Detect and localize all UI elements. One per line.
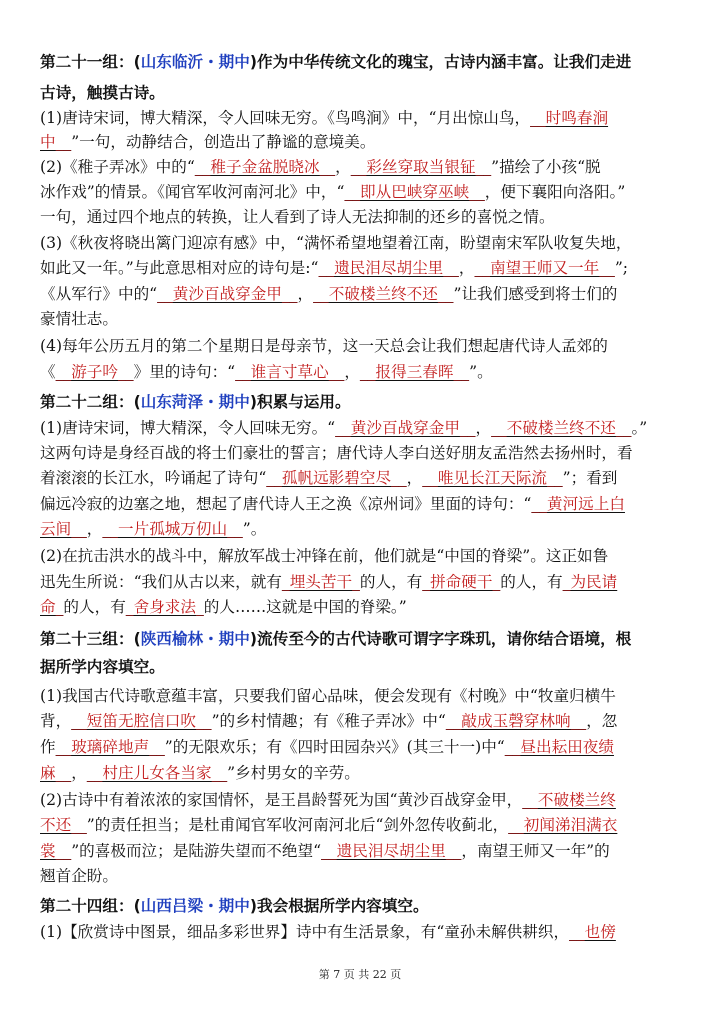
g21-q3-line3: 《从军行》中的“__黄沙百战穿金甲__，__不破楼兰终不还__”让我们感受到将士们的 bbox=[40, 285, 618, 303]
answer: __玻璃碎地声__ bbox=[55, 738, 165, 756]
g21-q4-line2: 《__游子吟__》里的诗句：“__谁言寸草心__，__报得三春晖__”。 bbox=[40, 363, 493, 381]
answer: __报得三春晖__ bbox=[359, 363, 470, 381]
answer: __遗民泪尽胡尘里__ bbox=[318, 259, 459, 277]
g23-q2-line4: 翘首企盼。 bbox=[40, 867, 118, 885]
answer: __黄河远上白 bbox=[531, 495, 625, 513]
answer: __孤帆远影碧空尽__ bbox=[266, 469, 407, 487]
answer: __稚子金盆脱晓冰__ bbox=[194, 158, 336, 176]
answer: __黄沙百战穿金甲__ bbox=[335, 419, 476, 437]
answer: 中__ bbox=[40, 133, 72, 151]
answer: __也傍 bbox=[569, 923, 616, 941]
g21-q2-line2: 冰作戏”的情景。《闻官军收河南河北》中，“__即从巴峡穿巫峡__，便下襄阳向洛阳。” bbox=[40, 183, 626, 201]
g23-q2-line1: (2)古诗中有着浓浓的家国情怀，是王昌龄誓死为国“黄沙百战穿金甲，__不破楼兰终 bbox=[40, 791, 616, 809]
g22-q1-line5: 云间__，__一片孤城万仞山__”。 bbox=[40, 520, 267, 538]
g22-q2-line2: 迅先生所说：“我们从古以来，就有_埋头苦干_的人，有_拼命硬干_的人，有_为民请 bbox=[40, 573, 618, 591]
answer: __初闻涕泪满衣 bbox=[508, 816, 618, 834]
answer: __遗民泪尽胡尘里__ bbox=[321, 842, 462, 860]
g22-q1-line2: 这两句诗是身经百战的将士们豪壮的誓言；唐代诗人李白送好朋友孟浩然去扬州时，看 bbox=[40, 444, 633, 462]
g21-q3-line1: (3)《秋夜将晓出篱门迎凉有感》中，“满怀希望地望着江南，盼望南宋军队收复失地， bbox=[40, 234, 632, 252]
g23-q1-line2: 背，__短笛无腔信口吹__”的乡村情趣；有《稚子弄冰》中“__敲成玉磬穿林响__，忽 bbox=[40, 712, 618, 730]
answer: 麻__ bbox=[40, 764, 72, 782]
g22-q1-line1: (1)唐诗宋词，博大精深，令人回味无穷。“__黄沙百战穿金甲__，__不破楼兰终不还__。” bbox=[40, 419, 648, 437]
answer: _舍身求法_ bbox=[125, 598, 204, 616]
page-footer: 第 7 页 共 22 页 bbox=[318, 968, 402, 981]
answer: __不破楼兰终不还__ bbox=[491, 419, 632, 437]
group-23-heading-cont: 据所学内容填空。 bbox=[40, 658, 165, 676]
answer: __不破楼兰终不还__ bbox=[313, 285, 454, 303]
g23-q2-line2: 不还__”的责任担当；是杜甫闻官军收河南河北后“剑外忽传收蓟北，__初闻涕泪满衣 bbox=[40, 816, 618, 834]
answer: __短笛无腔信口吹__ bbox=[71, 712, 212, 730]
g21-q2-line3: 一句，通过四个地点的转换，让人看到了诗人无法抑制的还乡的喜悦之情。 bbox=[40, 208, 555, 226]
group-22-heading: 第二十二组：(山东菏泽・期中)积累与运用。 bbox=[40, 393, 351, 411]
group-22-source: 山东菏泽・期中 bbox=[140, 393, 250, 411]
g22-q2-line1: (2)在抗击洪水的战斗中，解放军战士冲锋在前，他们就是“中国的脊梁”。这正如鲁 bbox=[40, 547, 609, 565]
answer: 云间__ bbox=[40, 520, 87, 538]
g21-q2-line1: (2)《稚子弄冰》中的“__稚子金盆脱晓冰__，__彩丝穿取当银钲__”描绘了小孩“脱 bbox=[40, 158, 601, 176]
g21-q1-line2: 中__”一句，动静结合，创造出了静谧的意境美。 bbox=[40, 133, 376, 151]
answer: __游子吟__ bbox=[55, 363, 134, 381]
answer: __昼出耘田夜绩 bbox=[504, 738, 614, 756]
g22-q1-line4: 偏远冷寂的边塞之地，想起了唐代诗人王之涣《凉州词》里面的诗句：“__黄河远上白 bbox=[40, 495, 625, 513]
g21-q3-line4: 豪情壮志。 bbox=[40, 310, 118, 328]
answer: _拼命硬干_ bbox=[422, 573, 501, 591]
answer: __彩丝穿取当银钲__ bbox=[350, 158, 492, 176]
answer: __谁言寸草心__ bbox=[235, 363, 345, 381]
group-23-heading: 第二十三组：(陕西榆林・期中)流传至今的古代诗歌可谓字字珠玑，请你结合语境，根 bbox=[40, 630, 632, 648]
g22-q1-line3: 着滚滚的长江水，吟诵起了诗句“__孤帆远影碧空尽__，__唯见长江天际流__”；看到 bbox=[40, 469, 618, 487]
group-24-heading: 第二十四组：(山西吕梁・期中)我会根据所学内容填空。 bbox=[40, 897, 429, 915]
answer: __一片孤城万仞山__ bbox=[102, 520, 243, 538]
answer: _埋头苦干_ bbox=[281, 573, 360, 591]
group-24-source: 山西吕梁・期中 bbox=[140, 897, 250, 915]
answer: 不还__ bbox=[40, 816, 87, 834]
g21-q3-line2: 如此又一年。”与此意思相对应的诗句是:“__遗民泪尽胡尘里__，__南望王师又一年__”; bbox=[40, 259, 629, 277]
g23-q2-line3: 裳__”的喜极而泣；是陆游失望而不绝望“__遗民泪尽胡尘里__，南望王师又一年”的 bbox=[40, 842, 610, 860]
g23-q1-line3: 作__玻璃碎地声__”的无限欢乐；有《四时田园杂兴》(其三十一)中“__昼出耘田夜绩 bbox=[40, 738, 614, 756]
answer: __时鸣春涧 bbox=[530, 109, 609, 127]
g23-q1-line1: (1)我国古代诗歌意蕴丰富，只要我们留心品味，便会发现有《村晚》中“牧童归横牛 bbox=[40, 687, 616, 705]
answer: __唯见长江天际流__ bbox=[422, 469, 563, 487]
group-21-heading-cont: 古诗，触摸古诗。 bbox=[40, 84, 165, 102]
answer: __村庄儿女各当家__ bbox=[86, 764, 228, 782]
answer: __南望王师又一年__ bbox=[474, 259, 615, 277]
answer: 裳__ bbox=[40, 842, 72, 860]
answer: __即从巴峡穿巫峡__ bbox=[344, 183, 485, 201]
g24-q1-line1: (1)【欣赏诗中图景，细品多彩世界】诗中有生活景象，有“童孙未解供耕织，__也傍 bbox=[40, 923, 616, 941]
group-21-source: 山东临沂・期中 bbox=[140, 53, 250, 71]
g21-q1-line1: (1)唐诗宋词，博大精深，令人回味无穷。《鸟鸣涧》中，“月出惊山鸟，__时鸣春涧 bbox=[40, 109, 609, 127]
g23-q1-line4: 麻__，__村庄儿女各当家__”乡村男女的辛劳。 bbox=[40, 764, 360, 782]
group-21-heading: 第二十一组：(山东临沂・期中)作为中华传统文化的瑰宝，古诗内涵丰富。让我们走进 bbox=[40, 53, 632, 71]
group-23-source: 陕西榆林・期中 bbox=[140, 630, 250, 648]
answer: _为民请 bbox=[562, 573, 618, 591]
answer: 命_ bbox=[40, 598, 64, 616]
answer: __不破楼兰终 bbox=[522, 791, 616, 809]
g21-q4-line1: (4)每年公历五月的第二个星期日是母亲节，这一天总会让我们想起唐代诗人孟郊的 bbox=[40, 337, 608, 355]
answer: __黄沙百战穿金甲__ bbox=[157, 285, 298, 303]
answer: __敲成玉磬穿林响__ bbox=[445, 712, 587, 730]
g22-q2-line3: 命_的人，有_舍身求法_的人……这就是中国的脊梁。” bbox=[40, 598, 407, 616]
